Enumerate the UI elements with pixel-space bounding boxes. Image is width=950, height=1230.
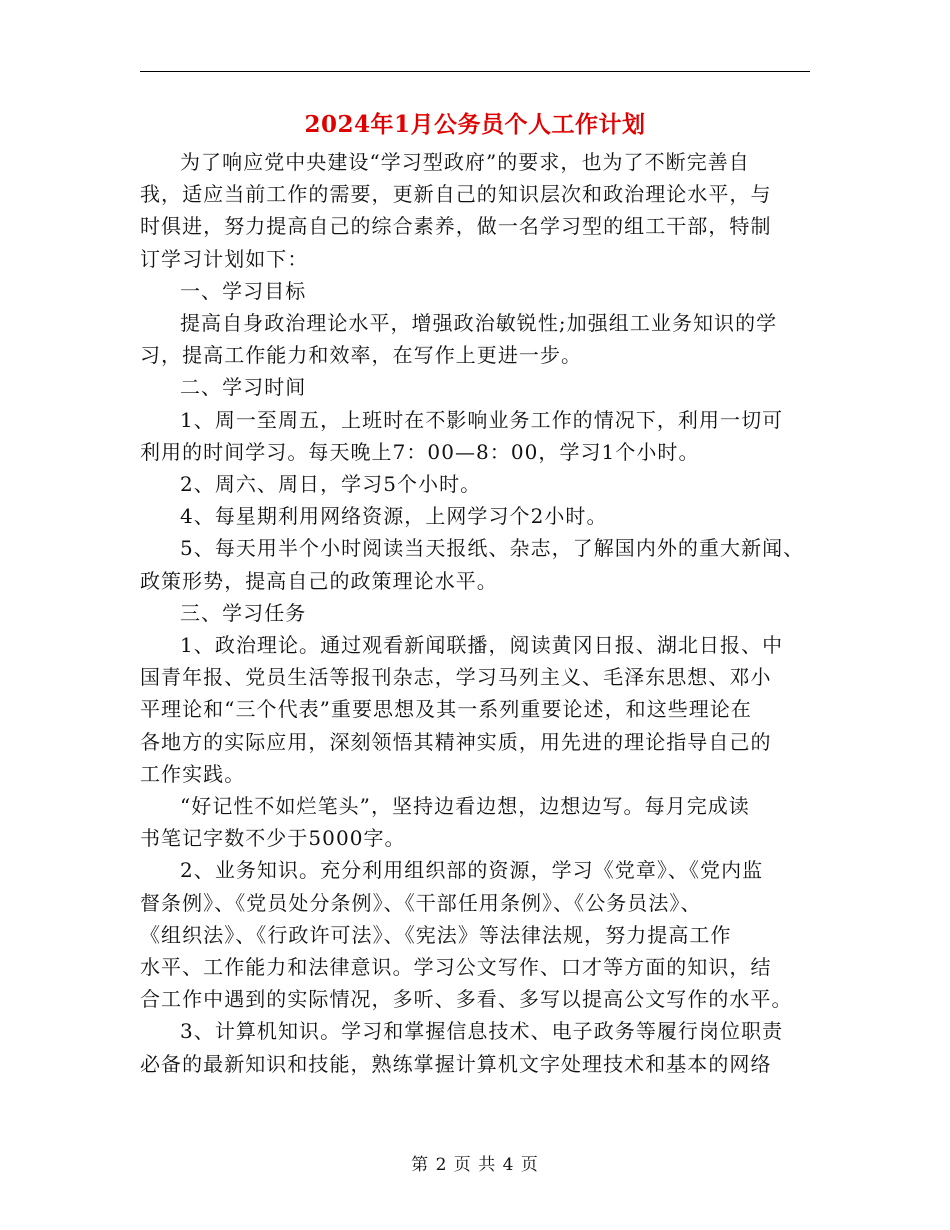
time-item-5: 5、每天用半个小时阅读当天报纸、杂志，了解国内外的重大新闻、 政策形势，提高自己的政策理论水平。 — [140, 536, 805, 593]
time-item-2: 2、周六、周日，学习5个小时。 — [180, 472, 482, 497]
document-title: 2024年1月公务员个人工作计划 — [304, 111, 646, 138]
task-business-knowledge: 2、业务知识。充分利用组织部的资源，学习《党章》、《党内监 督条例》、《党员处分条例》、《干部任用条例》、《公务员法》、 《组织法》、《行政许可法》、《宪法》等法律法规，努力提高工作 水平、工作能力和法律意识。学习公文写作、口才等方面的知识，结 合工作中遇到的实际情况，多听、多看、多写以提高公文写作的水平。 — [140, 858, 793, 1012]
goals-paragraph: 提高自身政治理论水平，增强政治敏锐性;加强组工业务知识的学 习，提高工作能力和效率，在写作上更进一步。 — [140, 311, 778, 368]
section-heading-goals: 一、学习目标 — [180, 278, 307, 303]
document-body — [140, 146, 830, 1080]
task-political-theory: 1、政治理论。通过观看新闻联播，阅读黄冈日报、湖北日报、中 国青年报、党员生活等报刊杂志，学习马列主义、毛泽东思想、邓小 平理论和“三个代表”重要思想及其一系列重要论述，和这些理论在 各地方的实际应用，深刻领悟其精神实质，用先进的理论指导自己的 工作实践。 — [140, 633, 784, 786]
task-notes-paragraph: “好记性不如烂笔头”，坚持边看边想，边想边写。每月完成读 书笔记字数不少于5000字。 — [140, 794, 750, 851]
header-rule — [140, 71, 810, 72]
time-item-1: 1、周一至周五，上班时在不影响业务工作的情况下，利用一切可 利用的时间学习。每天晚上7：00—8：00，学习1个小时。 — [140, 407, 784, 464]
section-heading-tasks: 三、学习任务 — [180, 600, 307, 625]
intro-paragraph: 为了响应党中央建设“学习型政府”的要求，也为了不断完善自 我，适应当前工作的需要，更新自己的知识层次和政治理论水平，与 时俱进，努力提高自己的综合素养，做一名学习型的组工干部，特制 订学习计划如下： — [140, 150, 772, 271]
section-heading-time: 二、学习时间 — [180, 375, 307, 400]
task-computer-knowledge: 3、计算机知识。学习和掌握信息技术、电子政务等履行岗位职责 必备的最新知识和技能，熟练掌握计算机文字处理技术和基本的网络 — [140, 1019, 784, 1076]
time-item-4: 4、每星期利用网络资源，上网学习个2小时。 — [180, 504, 608, 529]
page-number-footer: 第 2 页 共 4 页 — [411, 1155, 539, 1175]
